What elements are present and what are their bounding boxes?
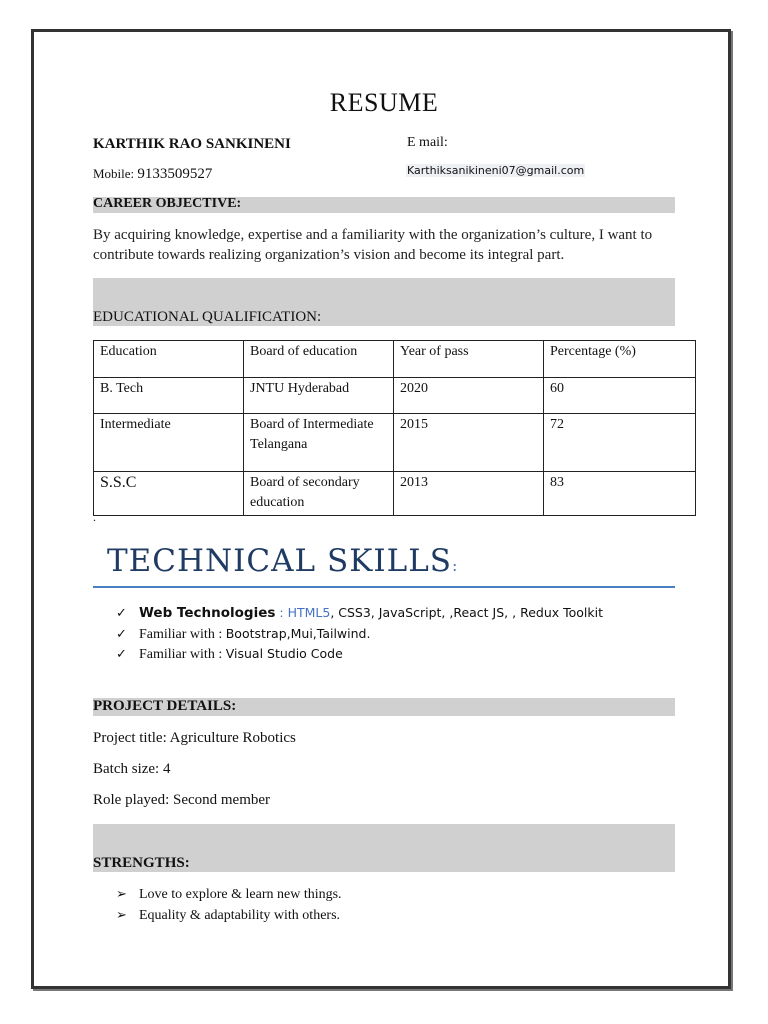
role-played: Role played: Second member [93,792,271,808]
table-cell: S.S.C [94,472,244,516]
skill-value: , CSS3, JavaScript, ,React JS, , Redux Toolkit [330,605,604,620]
table-cell: 2020 [394,378,544,414]
table-header-cell: Year of pass [394,341,544,378]
skill-value: Bootstrap,Mui,Tailwind. [225,625,371,641]
table-cell: JNTU Hyderabad [244,378,394,414]
mobile-line [93,166,212,183]
table-cell: 72 [544,414,696,472]
table-row [94,414,696,472]
table-cell: B. Tech [94,378,244,414]
table-row [94,378,696,414]
mobile-label: Mobile: [93,166,135,181]
strength-text: Love to explore & learn new things. [139,887,342,902]
table-cell: 2015 [394,414,544,472]
career-objective-text: By acquiring knowledge, expertise and a familiarity with the organization’s culture, I want to contribute towards realizing organization’s vision and become its integral part. [93,227,653,263]
trailing-mark: . [93,510,96,524]
strengths-list [116,885,342,926]
table-cell: 83 [544,472,696,516]
skills-list [116,603,603,665]
table-cell: Board of secondary education [244,472,394,516]
project-title: Project title: Agriculture Robotics [93,730,296,746]
technical-skills-title: TECHNICAL SKILLS [107,543,453,579]
arrow-bullet-icon: ➢ [116,887,127,902]
batch-size: Batch size: 4 [93,761,171,777]
arrow-bullet-icon: ➢ [116,907,127,923]
table-cell: Intermediate [94,414,244,472]
list-item [116,603,603,624]
table-header-cell: Percentage (%) [544,341,696,378]
technical-skills-rule [93,586,675,588]
education-heading: EDUCATIONAL QUALIFICATION: [93,309,322,325]
table-row [94,472,696,516]
technical-skills-colon: : [452,556,459,575]
table-header-cell: Education [94,341,244,378]
technical-skills-heading [107,543,458,579]
skill-label: Familiar with : [139,626,226,642]
table-header-cell: Board of education [244,341,394,378]
skill-label: Web Technologies [139,605,276,621]
list-item [116,624,603,645]
list-item [116,885,342,906]
resume-title: RESUME [329,88,439,117]
skill-value: Visual Studio Code [225,646,343,661]
table-cell: 60 [544,378,696,414]
career-objective-heading: CAREER OBJECTIVE: [93,196,242,211]
table-header-row [94,341,696,378]
email-link[interactable]: Karthiksanikineni07@gmail.com [407,164,585,177]
strength-text: Equality & adaptability with others. [139,907,341,923]
list-item [116,906,342,927]
table-cell: 2013 [394,472,544,516]
mobile-number: 9133509527 [137,166,213,182]
skill-highlight: HTML5 [287,605,331,620]
strengths-heading: STRENGTHS: [93,855,190,871]
email-label: E mail: [407,135,448,150]
checkmark-icon: ✓ [116,647,127,662]
list-item [116,644,603,665]
checkmark-icon: ✓ [116,626,127,642]
table-cell: Board of Intermediate Telangana [244,414,394,472]
project-details-heading: PROJECT DETAILS: [93,698,237,714]
checkmark-icon: ✓ [116,606,127,621]
candidate-name: KARTHIK RAO SANKINENI [93,136,291,152]
skill-separator: : [275,605,288,620]
education-table [93,340,696,516]
skill-label: Familiar with : [139,647,226,662]
